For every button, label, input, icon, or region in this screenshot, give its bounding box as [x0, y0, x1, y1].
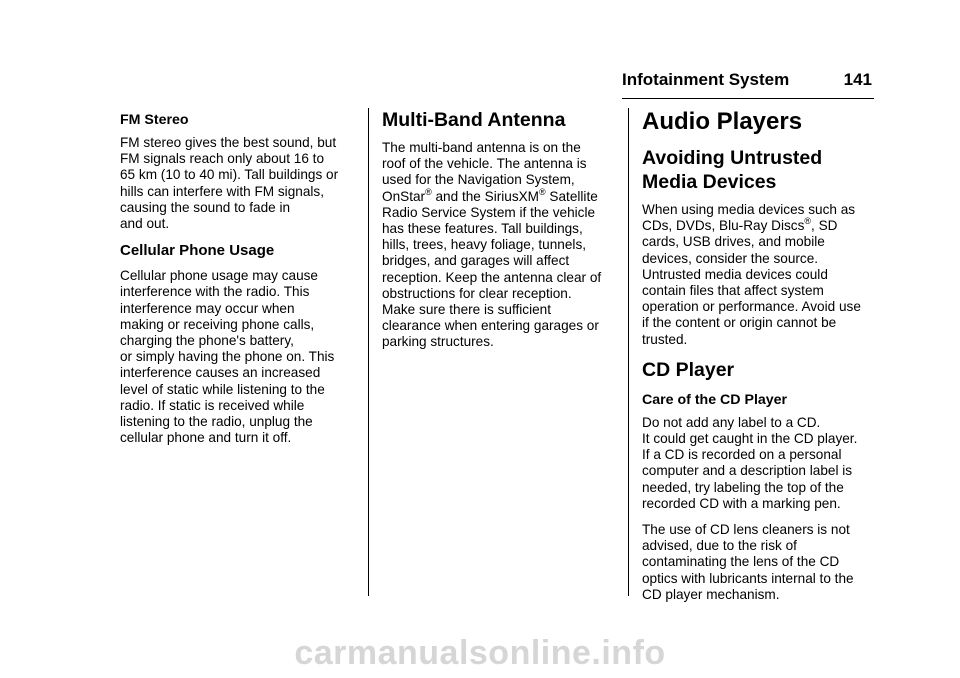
lens-cleaner-text: The use of CD lens cleaners is not advised, due to the risk of contaminating the lens of the CD optics with lubricants internal to the CD player mechanism.	[642, 522, 854, 602]
fm-stereo-heading: FM Stereo	[120, 112, 189, 128]
care-cd-heading: Care of the CD Player	[642, 391, 788, 408]
care-cd-text: Do not add any label to a CD. It could get caught in the CD player. If a CD is recorded on a personal computer and a description label is needed, try labeling the top of the recorded CD with a marking pen.	[642, 414, 858, 511]
cd-player-heading: CD Player	[642, 358, 735, 381]
fm-stereo-text: FM stereo gives the best sound, but FM signals reach only about 16 to 65 km (10 to 40 mi). Tall buildings or hills can interfere with FM signals, causing the sound to fade in and out.	[120, 135, 339, 232]
page-number: 141	[843, 70, 872, 89]
untrusted-media-heading: Avoiding Untrusted Media Devices	[642, 147, 823, 193]
audio-players-heading: Audio Players	[642, 108, 803, 135]
cellular-text: Cellular phone usage may cause interference with the radio. This interference may occur when making or receiving phone calls, charging the phone's battery, or simply having the phone on. This interference causes an increased level of static while listening to the radio. If static is received while listening to the radio, unplug the cellular phone and turn it off.	[120, 268, 335, 446]
cellular-heading: Cellular Phone Usage	[120, 242, 275, 260]
column-divider-1	[368, 108, 369, 596]
column-left	[120, 108, 360, 456]
page-header	[622, 70, 874, 99]
untrusted-media-text: When using media devices such as CDs, DVDs, Blu-Ray Discs®, SD cards, USB drives, and mobile devices, consider the source. Untrusted media devices could contain files that affect system operation or performance. Avoid use if the content or origin cannot be trusted.	[642, 202, 861, 347]
column-middle	[382, 108, 618, 361]
column-divider-2	[628, 108, 629, 596]
antenna-text: The multi-band antenna is on the roof of the vehicle. The antenna is used for the Navigation System, OnStar® and the SiriusXM® Satellite Radio Service System if the vehicle has these features. Tall buildings, hills, trees, heavy foliage, tunnels, bridges, and garages will affect reception. Keep the antenna clear of obstructions for clear reception. Make sure there is sufficient clearance when entering garages or parking structures.	[382, 140, 602, 350]
column-right	[642, 108, 878, 613]
watermark: carmanualsonline.info	[294, 634, 666, 672]
header-title: Infotainment System	[622, 70, 790, 89]
antenna-heading: Multi-Band Antenna	[382, 109, 566, 131]
